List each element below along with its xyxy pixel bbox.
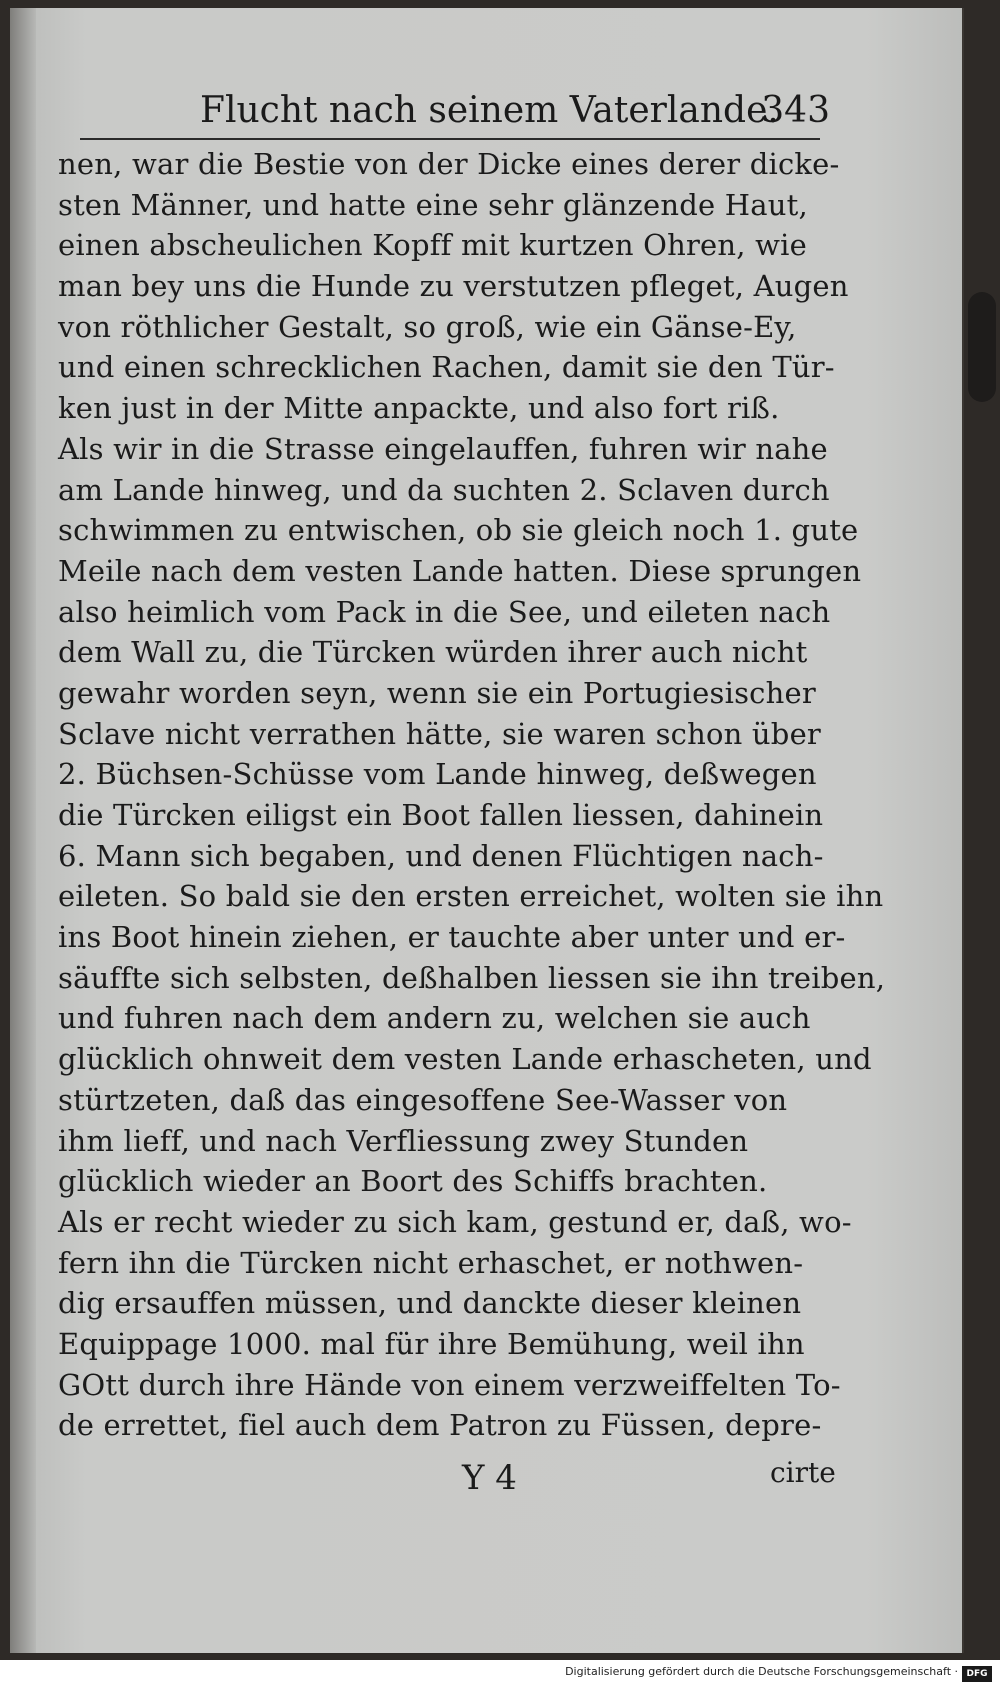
text-line: säuffte sich selbsten, deßhalben liessen sie ihn treiben, [58, 960, 886, 995]
text-line: und fuhren nach dem andern zu, welchen sie auch [58, 1001, 811, 1036]
text-line: man bey uns die Hunde zu verstutzen pfleget, Augen [58, 269, 849, 304]
text-line: und einen schrecklichen Rachen, damit sie den Tür- [58, 350, 835, 385]
text-line: glücklich wieder an Boort des Schiffs brachten. [58, 1164, 768, 1199]
signature-mark: Y 4 [462, 1458, 517, 1498]
text-line: 6. Mann sich begaben, und denen Flüchtigen nach- [58, 838, 824, 873]
text-line: Meile nach dem vesten Lande hatten. Diese sprungen [58, 553, 862, 588]
text-line: fern ihn die Türcken nicht erhaschet, er nothwen- [58, 1245, 804, 1280]
text-line: Als er recht wieder zu sich kam, gestund er, daß, wo- [58, 1204, 852, 1239]
text-line: de errettet, fiel auch dem Patron zu Füssen, depre- [58, 1408, 822, 1443]
text-line: einen abscheulichen Kopff mit kurtzen Ohren, wie [58, 228, 807, 263]
text-line: von röthlicher Gestalt, so groß, wie ein Gänse-Ey, [58, 309, 797, 344]
digitization-credit: Digitalisierung gefördert durch die Deutsche Forschungsgemeinschaft · [565, 1665, 958, 1678]
text-line: Sclave nicht verrathen hätte, sie waren schon über [58, 716, 821, 751]
book-page [10, 8, 964, 1653]
text-line: dig ersauffen müssen, und danckte dieser kleinen [58, 1286, 802, 1321]
dfg-logo: DFG [962, 1666, 992, 1682]
text-line: die Türcken eiligst ein Boot fallen liessen, dahinein [58, 798, 824, 832]
catchword: cirte [770, 1456, 836, 1489]
text-line: ken just in der Mitte anpackte, und also fort riß. [58, 391, 780, 426]
text-line: glücklich ohnweit dem vesten Lande erhascheten, und [58, 1042, 872, 1077]
book-clip [968, 292, 996, 402]
running-title: Flucht nach seinem Vaterlande. [200, 90, 779, 131]
text-line: dem Wall zu, die Türcken würden ihrer auch nicht [58, 635, 808, 670]
text-line: sten Männer, und hatte eine sehr glänzende Haut, [58, 187, 808, 222]
text-line: ihm lieff, und nach Verfliessung zwey Stunden [58, 1123, 749, 1158]
text-line: nen, war die Bestie von der Dicke eines derer dicke- [58, 147, 840, 181]
text-line: am Lande hinweg, und da suchten 2. Sclaven durch [58, 472, 830, 507]
body-text [58, 144, 886, 1446]
text-line: schwimmen zu entwischen, ob sie gleich noch 1. gute [58, 513, 859, 548]
text-line: also heimlich vom Pack in die See, und eileten nach [58, 594, 831, 629]
text-line: gewahr worden seyn, wenn sie ein Portugiesischer [58, 675, 816, 710]
footer-bar [0, 1663, 1000, 1689]
page-gutter [10, 8, 36, 1653]
page-number: 343 [761, 90, 830, 131]
text-line: GOtt durch ihre Hände von einem verzweiffelten To- [58, 1367, 841, 1402]
text-line: stürtzeten, daß das eingesoffene See-Wasser von [58, 1082, 788, 1117]
text-line: Equippage 1000. mal für ihre Bemühung, weil ihn [58, 1326, 805, 1361]
text-line: eileten. So bald sie den ersten erreichet, wolten sie ihn [58, 879, 884, 914]
header-rule [80, 138, 820, 140]
text-line: ins Boot hinein ziehen, er tauchte aber unter und er- [58, 920, 846, 955]
page-header [200, 90, 830, 140]
text-line: 2. Büchsen-Schüsse vom Lande hinweg, deßwegen [58, 757, 817, 792]
text-line: Als wir in die Strasse eingelauffen, fuhren wir nahe [58, 431, 828, 466]
